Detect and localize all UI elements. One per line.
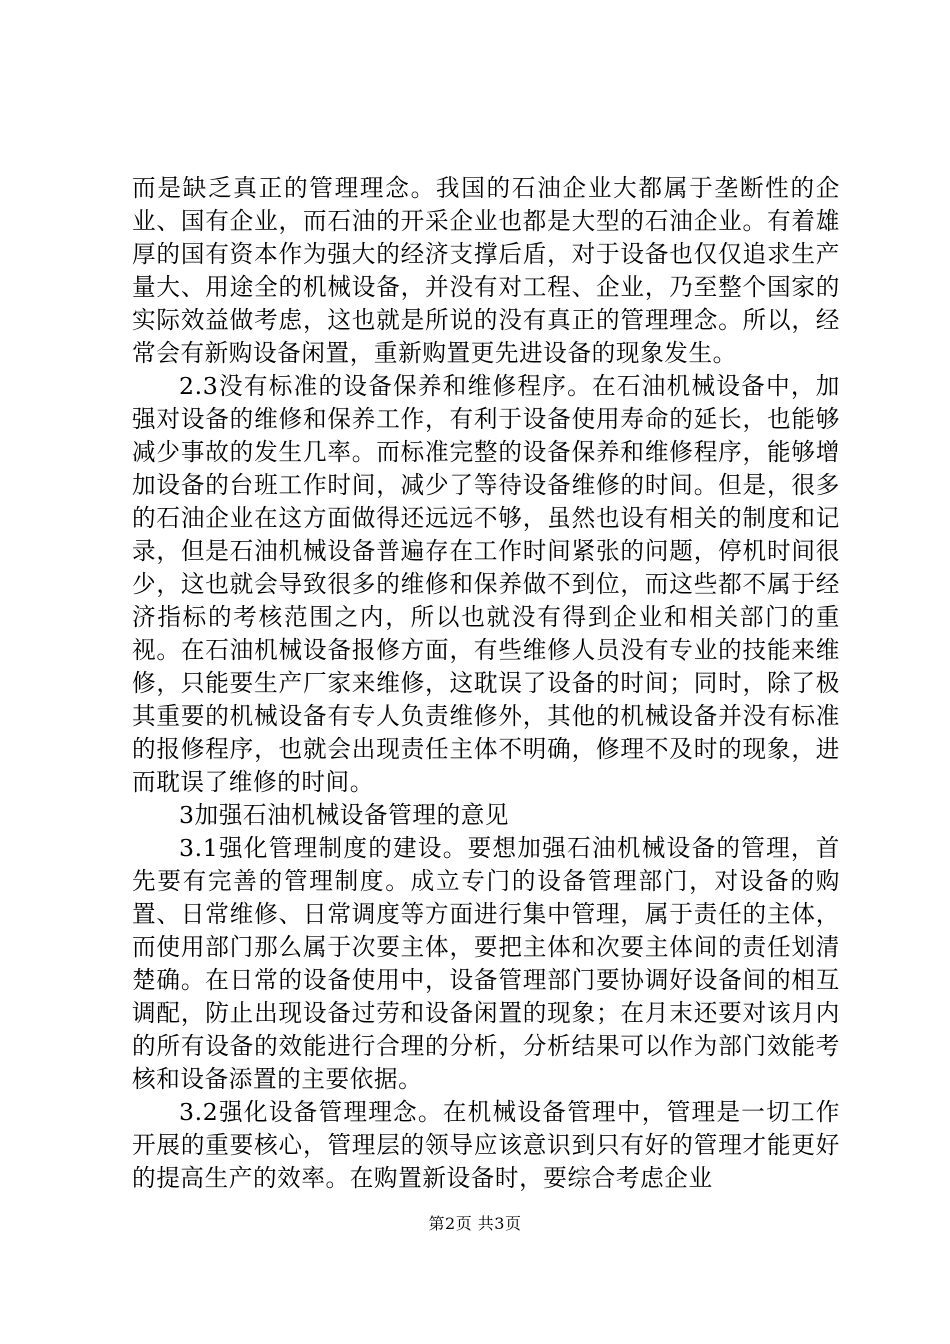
paragraph-5: 3.2强化设备管理理念。在机械设备管理中，管理是一切工作开展的重要核心，管理层的领导应该意识到只有好的管理才能更好的提高生产的效率。在购置新设备时，要综合考虑企业 — [132, 1098, 840, 1192]
document-body — [132, 172, 840, 1195]
section-heading: 3加强石油机械设备管理的意见 — [179, 801, 510, 829]
page-footer — [0, 1213, 950, 1235]
paragraph-1: 而是缺乏真正的管理理念。我国的石油企业大都属于垄断性的企业、国有企业，而石油的开采企业也都是大型的石油企业。有着雄厚的国有资本作为强大的经济支撑后盾，对于设备也仅仅追求生产量大、用途全的机械设备，并没有对工程、企业，乃至整个国家的实际效益做考虑，这也就是所说的没有真正的管理理念。所以，经常会有新购设备闲置，重新购置更先进设备的现象发生。 — [132, 174, 840, 367]
paragraph-4: 3.1强化管理制度的建设。要想加强石油机械设备的管理，首先要有完善的管理制度。成立专门的设备管理部门，对设备的购置、日常维修、日常调度等方面进行集中管理，属于责任的主体，而使用部门那么属于次要主体，要把主体和次要主体间的责任划清楚确。在日常的设备使用中，设备管理部门要协调好设备间的相互调配，防止出现设备过劳和设备闲置的现象；在月末还要对该月内的所有设备的效能进行合理的分析，分析结果可以作为部门效能考核和设备添置的主要依据。 — [132, 834, 840, 1093]
page-number: 第2页 共3页 — [428, 1214, 522, 1233]
paragraph-2: 2.3没有标准的设备保养和维修程序。在石油机械设备中，加强对设备的维修和保养工作，有利于设备使用寿命的延长，也能够减少事故的发生几率。而标准完整的设备保养和维修程序，能够增加设备的台班工作时间，减少了等待设备维修的时间。但是，很多的石油企业在这方面做得还远远不够，虽然也设有相关的制度和记录，但是石油机械设备普遍存在工作时间紧张的问题，停机时间很少，这也就会导致很多的维修和保养做不到位，而这些都不属于经济指标的考核范围之内，所以也就没有得到企业和相关部门的重视。在石油机械设备报修方面，有些维修人员没有专业的技能来维修，只能要生产厂家来维修，这耽误了设备的时间；同时，除了极其重要的机械设备有专人负责维修外，其他的机械设备并没有标准的报修程序，也就会出现责任主体不明确，修理不及时的现象，进而耽误了维修的时间。 — [132, 372, 840, 796]
